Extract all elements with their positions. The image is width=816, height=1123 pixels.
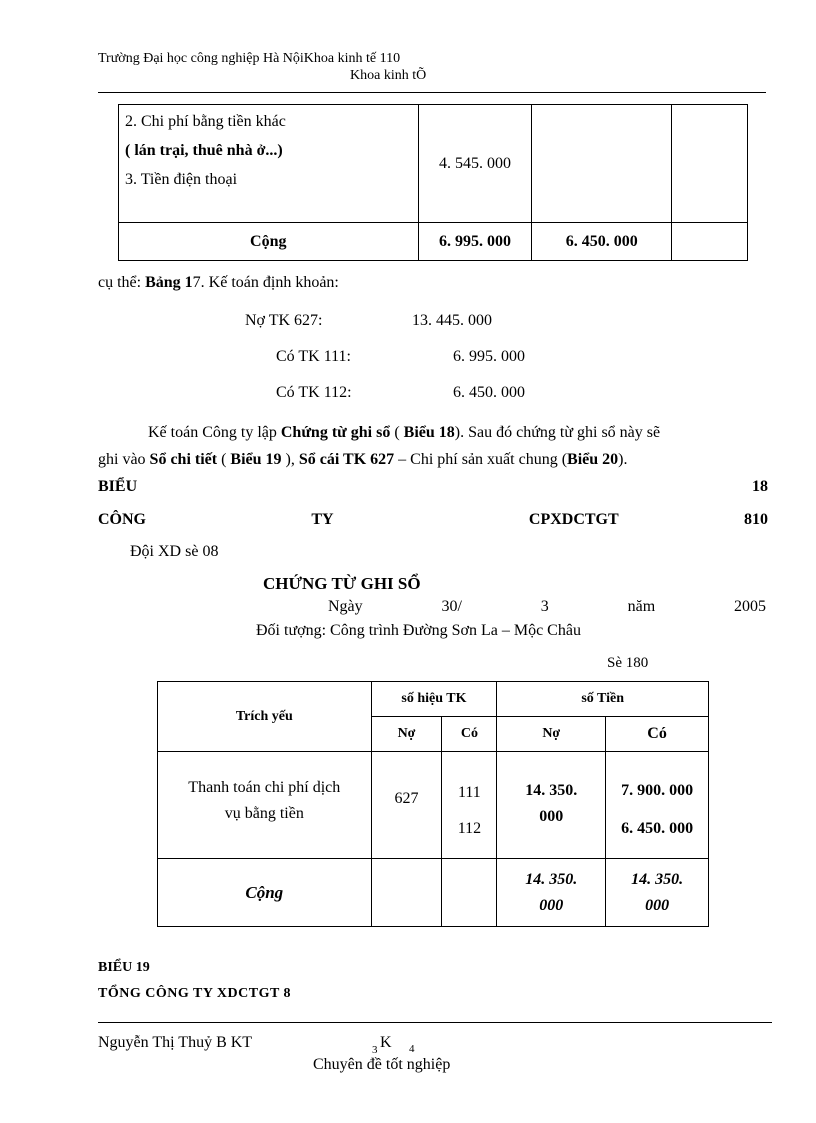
table-row bbox=[158, 752, 709, 859]
table-row bbox=[119, 105, 748, 223]
row-no-tk: 627 bbox=[371, 752, 442, 859]
entry-label: Nợ TK 627: bbox=[245, 312, 323, 329]
header-co-amount: Có bbox=[606, 717, 709, 752]
row-co-tk: 111 112 bbox=[442, 752, 497, 859]
header-line-1: Trường Đại học công nghiệp Hà NộiKhoa kinh tế 110 bbox=[98, 51, 401, 66]
footer-sub-4: 4 bbox=[409, 1043, 415, 1055]
doi-xd: Đội XD sè 08 bbox=[130, 543, 219, 560]
expense-table bbox=[118, 104, 748, 261]
total-co-amount: 14. 350. 000 bbox=[606, 859, 709, 927]
intro-line bbox=[98, 274, 339, 292]
paragraph-line-2: ghi vào Sổ chi tiết ( Biểu 19 ), Sổ cái TK 627 – Chi phí sản xuất chung (Biểu 20). bbox=[98, 451, 628, 468]
row-desc-line: vụ bằng tiền bbox=[224, 805, 304, 822]
empty-cell bbox=[442, 859, 497, 927]
total-label: Cộng bbox=[158, 859, 372, 927]
expense-amount-cell bbox=[418, 105, 532, 223]
row-desc-line: Thanh toán chi phí dịch bbox=[188, 779, 341, 796]
intro-bold: Bảng 1 bbox=[145, 274, 193, 291]
expense-desc-cell bbox=[119, 105, 419, 223]
row-no-amount: 14. 350. 000 bbox=[497, 752, 606, 859]
bieu19-label: BIỂU 19 bbox=[98, 960, 150, 975]
paragraph-line-1: Kế toán Công ty lập Chứng từ ghi sổ ( Biểu 18). Sau đó chứng từ ghi sổ này sẽ bbox=[148, 424, 661, 441]
expense-desc-line: 2. Chi phí bằng tiền khác bbox=[125, 113, 286, 130]
entry-amount: 6. 450. 000 bbox=[453, 384, 525, 401]
document-title: CHỨNG TỪ GHI SỔ bbox=[263, 574, 421, 593]
footer-sub-3: 3 bbox=[372, 1044, 378, 1056]
bieu18-number: 18 bbox=[752, 478, 768, 495]
expense-amount: 4. 545. 000 bbox=[439, 154, 511, 172]
header-co: Có bbox=[442, 717, 497, 752]
table-total-row bbox=[158, 859, 709, 927]
expense-desc-line: ( lán trại, thuê nhà ở...) bbox=[125, 142, 283, 159]
bieu18-label: BIỂU bbox=[98, 478, 138, 495]
total-no-amount: 6. 995. 000 bbox=[439, 232, 511, 250]
header-so-tien: số Tiền bbox=[497, 682, 709, 717]
expense-desc-line: 3. Tiền điện thoại bbox=[125, 171, 238, 188]
header-trich-yeu: Trích yếu bbox=[158, 682, 372, 752]
entry-label: Có TK 112: bbox=[276, 384, 352, 401]
intro-prefix: cụ thể: bbox=[98, 274, 146, 291]
entry-amount: 6. 995. 000 bbox=[453, 348, 525, 365]
empty-cell bbox=[671, 223, 747, 261]
entry-amount: 13. 445. 000 bbox=[412, 312, 492, 329]
total-co-amount: 6. 450. 000 bbox=[565, 232, 638, 250]
empty-cell bbox=[671, 105, 747, 223]
intro-suffix: 7. Kế toán định khoản: bbox=[192, 274, 339, 291]
header-rule bbox=[98, 92, 766, 93]
header-no: Nợ bbox=[371, 717, 442, 752]
total-label: Cộng bbox=[250, 232, 287, 250]
footer-author: Nguyễn Thị Thuỷ B KT bbox=[98, 1034, 253, 1051]
row-co-amount: 7. 900. 000 6. 450. 000 bbox=[606, 752, 709, 859]
footer-k: K bbox=[380, 1034, 392, 1051]
footer-subtitle: Chuyên đề tốt nghiệp bbox=[313, 1056, 451, 1073]
total-co-cell bbox=[532, 223, 672, 261]
row-desc-cell bbox=[158, 752, 372, 859]
header-line-2: Khoa kinh tÕ bbox=[350, 68, 427, 83]
doi-tuong: Đối tượng: Công trình Đường Sơn La – Mộc Châu bbox=[256, 622, 581, 639]
header-so-hieu-tk: số hiệu TK bbox=[371, 682, 497, 717]
voucher-table bbox=[157, 681, 709, 927]
total-label-cell bbox=[119, 223, 419, 261]
table-row bbox=[119, 223, 748, 261]
so-number: Sè 180 bbox=[607, 655, 649, 671]
header-no-amount: Nợ bbox=[497, 717, 606, 752]
bieu18-heading bbox=[98, 478, 768, 496]
company-heading: CÔNG TY CPXDCTGT 810 bbox=[98, 511, 768, 528]
document-date: Ngày 30/ 3 năm 2005 bbox=[328, 598, 766, 615]
bieu19-company: TỔNG CÔNG TY XDCTGT 8 bbox=[98, 986, 292, 1001]
empty-cell bbox=[532, 105, 672, 223]
total-no-cell bbox=[418, 223, 532, 261]
entry-label: Có TK 111: bbox=[276, 348, 351, 365]
table-header-row bbox=[158, 682, 709, 717]
footer-rule bbox=[98, 1022, 772, 1023]
total-no-amount: 14. 350. 000 bbox=[497, 859, 606, 927]
empty-cell bbox=[371, 859, 442, 927]
